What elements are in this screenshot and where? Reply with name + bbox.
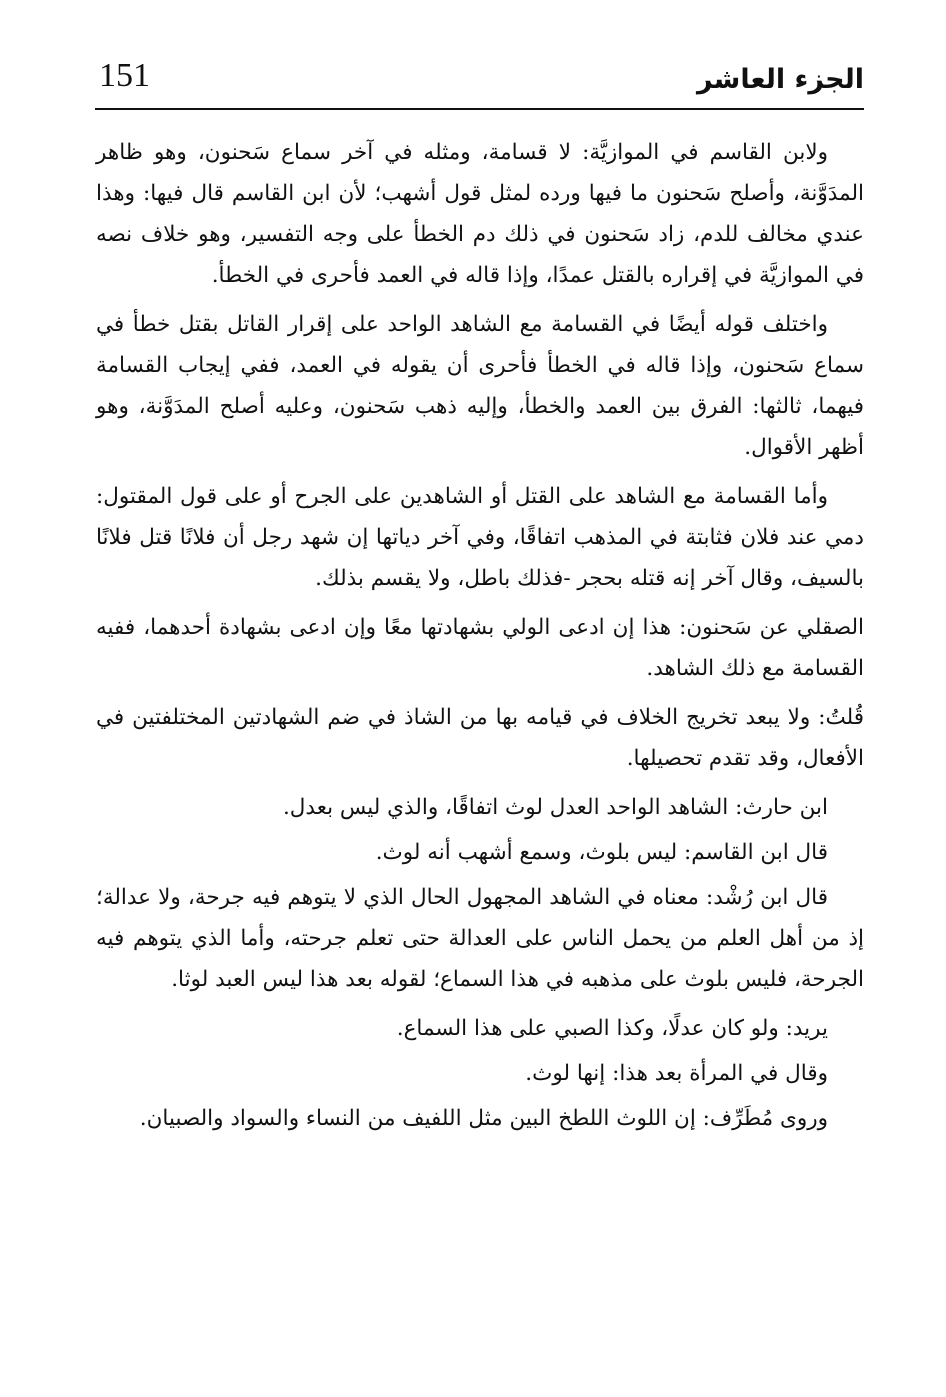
paragraph: قُلتُ: ولا يبعد تخريج الخلاف في قيامه بها من الشاذ في ضم الشهادتين المختلفتين في الأفعال، وقد تقدم تحصيلها. <box>96 705 864 771</box>
paragraph: وقال في المرأة بعد هذا: إنها لوث. <box>525 1061 828 1086</box>
paragraph: واختلف قوله أيضًا في القسامة مع الشاهد الواحد على إقرار القاتل بقتل خطأ في سماع سَحنون، وإذا قاله في الخطأ فأحرى أن يقوله في العمد، ففي إيجاب القسامة فيهما، ثالثها: الفرق بين العمد والخطأ، وإليه ذهب سَحنون، وعليه أصلح المدَوَّنة، وهو أظهر الأقوال. <box>96 312 864 460</box>
paragraph: وأما القسامة مع الشاهد على القتل أو الشاهدين على الجرح أو على قول المقتول: دمي عند فلان فثابتة في المذهب اتفاقًا، وفي آخر دياتها إن شهد رجل أن فلانًا قتل فلانًا بالسيف، وقال آخر إنه قتله بحجر -فذلك باطل، ولا يقسم بذلك. <box>96 484 864 591</box>
paragraph: قال ابن القاسم: ليس بلوث، وسمع أشهب أنه لوث. <box>375 840 828 865</box>
page-number: 151 <box>99 57 150 94</box>
paragraph: وروى مُطَرِّف: إن اللوث اللطخ البين مثل اللفيف من النساء والسواد والصبيان. <box>139 1106 828 1131</box>
paragraph: ابن حارث: الشاهد الواحد العدل لوث اتفاقًا، والذي ليس بعدل. <box>282 795 828 820</box>
page-header <box>95 52 864 110</box>
paragraph: الصقلي عن سَحنون: هذا إن ادعى الولي بشهادتها معًا وإن ادعى بشهادة أحدهما، ففيه القسامة مع ذلك الشاهد. <box>96 615 864 681</box>
body-text <box>96 132 864 1147</box>
paragraph: ولابن القاسم في الموازيَّة: لا قسامة، ومثله في آخر سماع سَحنون، وهو ظاهر المدَوَّنة، وأصلح سَحنون ما فيها ورده لمثل قول أشهب؛ لأن ابن القاسم قال فيها: وهذا عندي مخالف للدم، زاد سَحنون في ذلك دم الخطأ على وجه التفسير، وهو خلاف نصه في الموازيَّة في إقراره بالقتل عمدًا، وإذا قاله في العمد فأحرى في الخطأ. <box>96 140 864 288</box>
running-title: الجزء العاشر <box>697 64 864 95</box>
paragraph: يريد: ولو كان عدلًا، وكذا الصبي على هذا السماع. <box>396 1016 828 1041</box>
paragraph: قال ابن رُشْد: معناه في الشاهد المجهول الحال الذي لا يتوهم فيه جرحة، ولا عدالة؛ إذ من أهل العلم من يحمل الناس على العدالة حتى تعلم جرحته، وأما الذي يتوهم فيه الجرحة، فليس بلوث على مذهبه في هذا السماع؛ لقوله بعد هذا ليس العبد لوثا. <box>96 885 864 992</box>
